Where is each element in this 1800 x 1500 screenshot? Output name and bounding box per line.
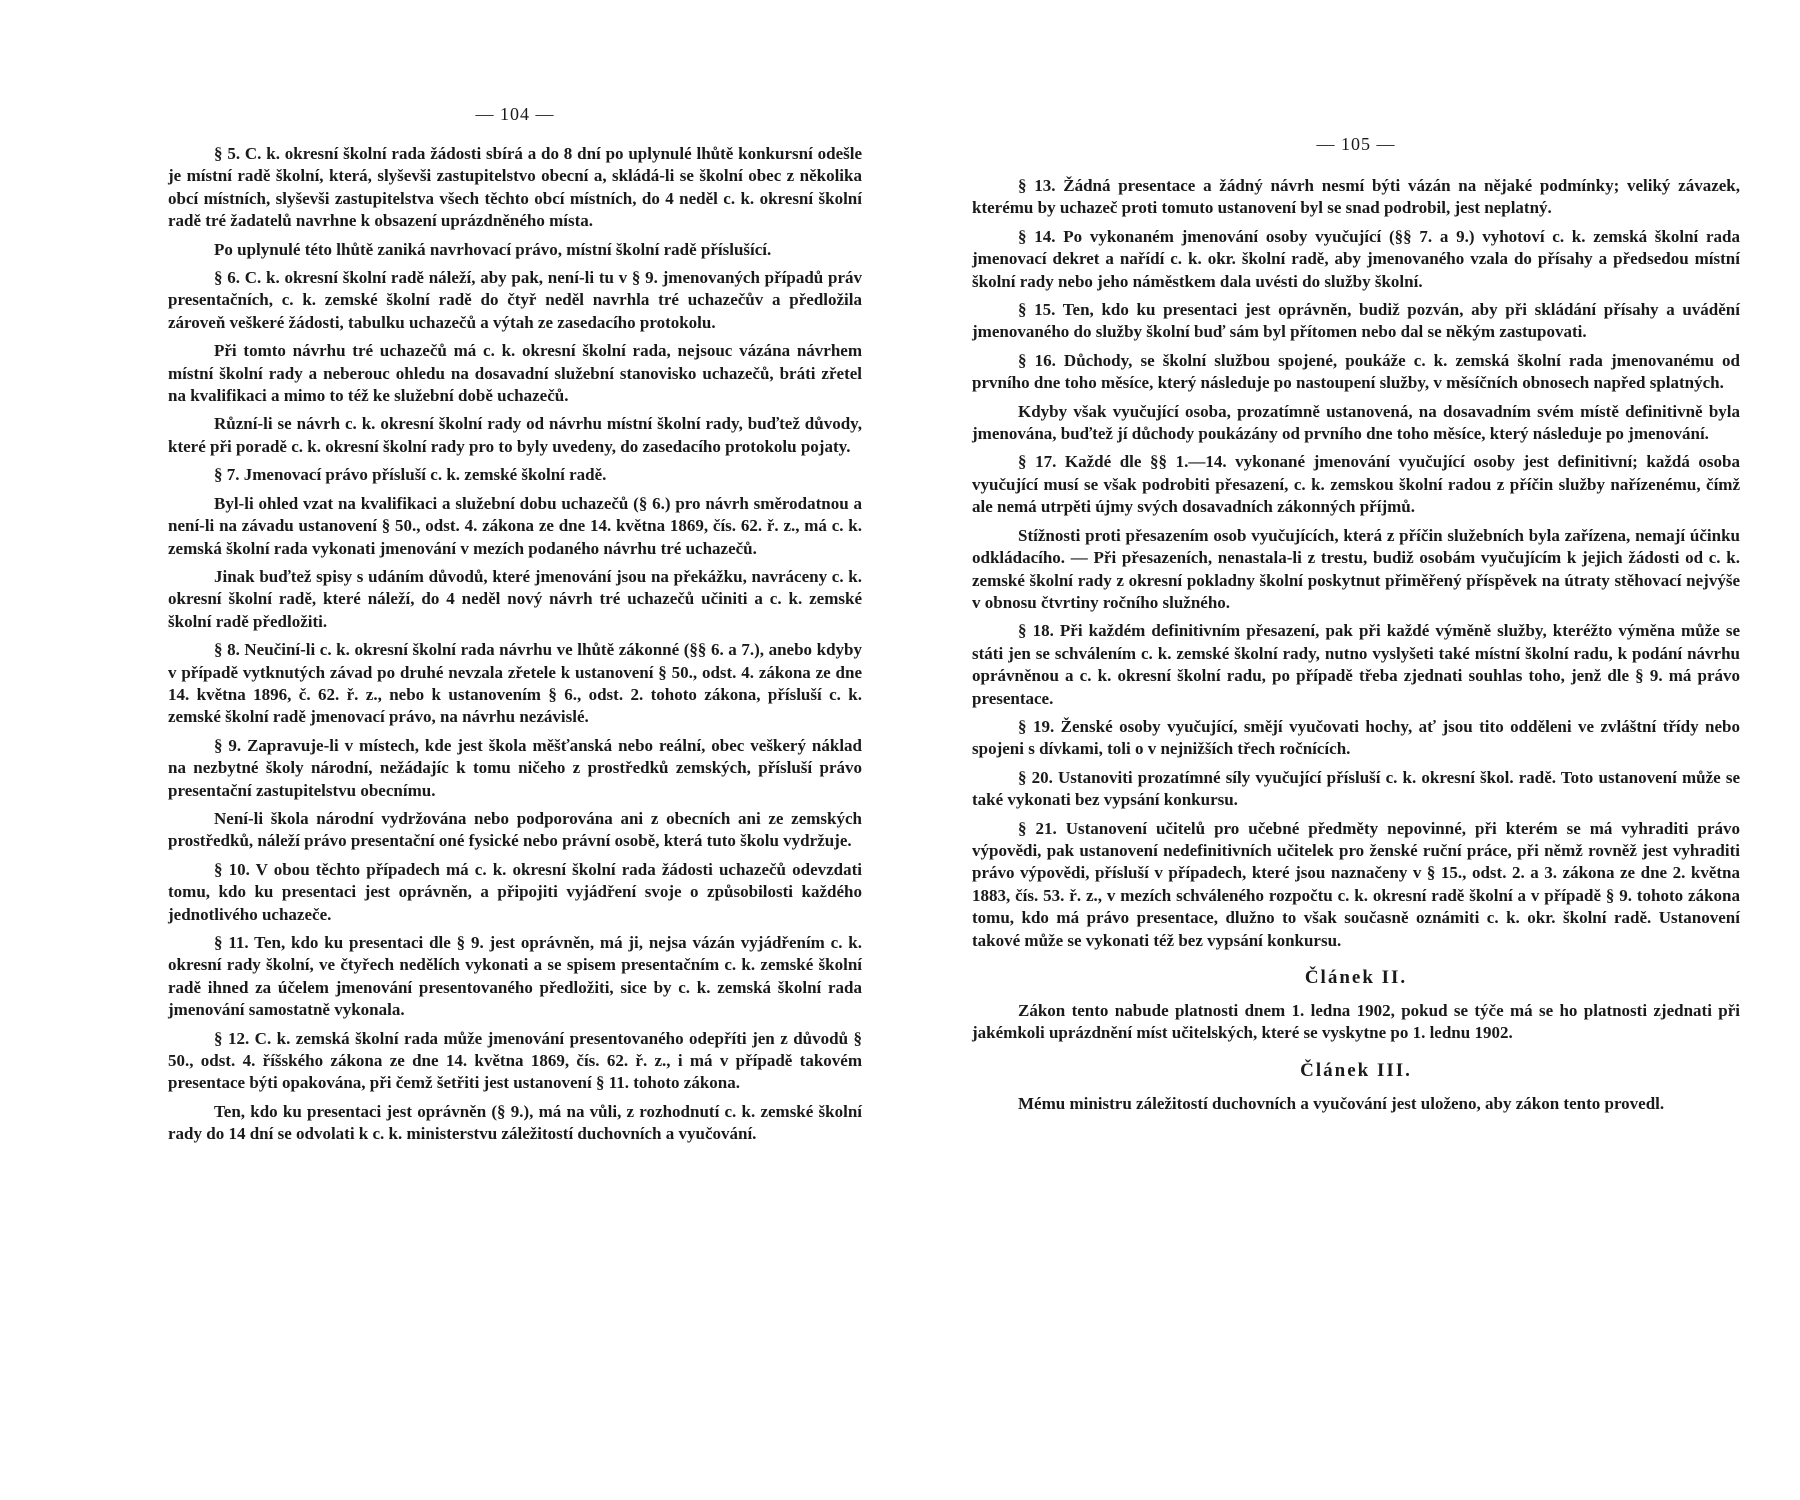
paragraph: § 15. Ten, kdo ku presentaci jest oprávněn, budiž pozván, aby při skládání přísahy a uvádění jmenovaného do služby školní buď sám byl přítomen nebo dal se někým zastupovati. bbox=[972, 300, 1740, 342]
paragraph: § 6. C. k. okresní školní radě náleží, aby pak, není-li tu v § 9. jmenovaných případů práv presentačních, c. k. zemské školní radě do čtyř neděl navrhla tré uchazečův a předložila zároveň veškeré žádosti, tabulku uchazečů a výtah ze zasedacího protokolu. bbox=[168, 268, 862, 332]
section-heading: Článek III. bbox=[1300, 1059, 1412, 1081]
paragraph: § 5. C. k. okresní školní rada žádosti sbírá a do 8 dní po uplynulé lhůtě konkursní odešle je místní radě školní, která, slyševši zastupitelstvo obecní a, skládá-li se školní obec z několika obcí místních, slyševši zastupitelstva všech těchto obcí místních, do 4 neděl c. k. okresní školní radě tré žadatelů navrhne k obsazení uprázdněného místa. bbox=[168, 144, 862, 231]
paragraph: Ten, kdo ku presentaci jest oprávněn (§ 9.), má na vůli, z rozhodnutí c. k. zemské školní rady do 14 dní se odvolati k c. k. ministerstvu záležitostí duchovních a vyučování. bbox=[168, 1101, 862, 1144]
paragraph: § 11. Ten, kdo ku presentaci dle § 9. jest oprávněn, má ji, nejsa vázán vyjádřením c. k. okresní rady školní, ve čtyřech nedělích vykonati a se spisem presentačním c. k. zemské školní radě ihned za účelem jmenování presentovaného předložiti, sice by c. k. zemská školní rada jmenování samostatně vykonala. bbox=[168, 933, 862, 1020]
paragraph: Stížnosti proti přesazením osob vyučujících, která z příčin služebních byla zařízena, nemají účinku odkládacího. — Při přesazeních, nenastala-li z trestu, budiž osobám vyučujícím k jejich žádosti od c. k. zemské školní rady z okresní pokladny školní poskytnut přiměřený příspěvek na útraty stěhovací nejvýše v obnosu čtvrtiny ročního služného. bbox=[972, 525, 1740, 612]
page-number: — 104 — bbox=[475, 104, 555, 124]
right-page bbox=[972, 0, 1740, 1121]
paragraph: Není-li škola národní vydržována nebo podporována ani z obecních ani ze zemských prostředků, náleží právo presentační oné fysické nebo právní osobě, která tuto školu vydržuje. bbox=[168, 808, 862, 851]
paragraph: Po uplynulé této lhůtě zaniká navrhovací právo, místní školní radě příslušící. bbox=[214, 239, 772, 259]
paragraph: § 19. Ženské osoby vyučující, smějí vyučovati hochy, ať jsou tito odděleni ve zvláštní třídy nebo spojeni s dívkami, toli o v nejnižších třech ročnících. bbox=[972, 716, 1740, 759]
paragraph: § 7. Jmenovací právo přísluší c. k. zemské školní radě. bbox=[214, 465, 607, 485]
paragraph: § 9. Zapravuje-li v místech, kde jest škola měšťanská nebo reální, obec veškerý náklad na nezbytné školy národní, nežádajíc k tomu ničeho z prostředků zemských, přísluší právo presentační zastupitelstvu obecnímu. bbox=[168, 735, 862, 800]
paragraph: § 10. V obou těchto případech má c. k. okresní školní rada žádosti uchazečů odevzdati tomu, kdo ku presentaci jest oprávněn, a připojiti vyjádření svoje o způsobilosti každého jednotlivého uchazeče. bbox=[168, 859, 862, 924]
paragraph: Kdyby však vyučující osoba, prozatímně ustanovená, na dosavadním svém místě definitivně byla jmenována, buďtež jí důchody poukázány od prvního dne toho měsíce, který následuje po jmenování. bbox=[972, 401, 1740, 444]
paragraph: § 20. Ustanoviti prozatímné síly vyučující přísluší c. k. okresní škol. radě. Toto ustanovení může se také vykonati bez vypsání konkursu. bbox=[972, 767, 1740, 810]
paragraph: § 16. Důchody, se školní službou spojené, poukáže c. k. zemská školní rada jmenovanému od prvního dne toho měsíce, který následuje po nastoupení služby, v měsíčních obnosech napřed splatných. bbox=[972, 350, 1740, 393]
paragraph: § 13. Žádná presentace a žádný návrh nesmí býti vázán na nějaké podmínky; veliký závazek, kterému by uchazeč proti tomuto ustanovení byl se snad podrobil, jest neplatný. bbox=[972, 176, 1740, 218]
left-page bbox=[168, 0, 862, 1152]
paragraph: Při tomto návrhu tré uchazečů má c. k. okresní školní rada, nejsouc vázána návrhem místní školní rady a neberouc ohledu na dosavadní služební stanovisko uchazečů, bráti zřetel na kvalifikaci a mimo to též ke služební době uchazečů. bbox=[168, 341, 862, 406]
paragraph: § 21. Ustanovení učitelů pro učebné předměty nepovinné, při kterém se má vyhraditi právo výpovědi, pak ustanovení nedefinitivních učitelek pro ženské ruční práce, při němž rovněž jest vyhraditi právo výpovědi, přísluší v případech, které jsou naznačeny v § 15., odst. 2. a 3. zákona ze dne 2. května 1883, čís. 53. ř. z., v mezích schváleného rozpočtu c. k. okresní radě školní a v případě § 9. tohoto zákona tomu, kdo má právo presentace, dlužno to však současně oznámiti c. k. okr. školní radě. Ustanovení takové může se vykonati též bez vypsání konkursu. bbox=[972, 818, 1740, 950]
paragraph: § 8. Neučiní-li c. k. okresní školní rada návrhu ve lhůtě zákonné (§§ 6. a 7.), anebo kdyby v případě vytknutých závad po druhé nevzala zřetele k ustanovení § 50., odst. 4. zákona ze dne 14. května 1896, č. 62. ř. z., nebo k ustanovením § 6., odst. 2. tohoto zákona, přísluší c. k. zemské školní radě jmenovací právo, na návrhu nezávislé. bbox=[168, 640, 862, 727]
paragraph: § 14. Po vykonaném jmenování osoby vyučující (§§ 7. a 9.) vyhotoví c. k. zemská školní rada jmenovací dekret a nařídí c. k. okr. školní radě, aby jmenovaného vzala do přísahy a předsedou místní školní rady nebo jeho náměstkem dala uvésti do služby školní. bbox=[972, 226, 1740, 291]
paragraph: Byl-li ohled vzat na kvalifikaci a služební dobu uchazečů (§ 6.) pro návrh směrodatnou a není-li na závadu ustanovení § 50., odst. 4. zákona ze dne 14. května 1869, čís. 62. ř. z., má c. k. zemská školní rada vykonati jmenování v mezích podaného návrhu tré uchazečů. bbox=[168, 493, 862, 558]
paragraph: § 17. Každé dle §§ 1.—14. vykonané jmenování vyučující osoby jest definitivní; každá osoba vyučující musí se však podrobiti přesazení, c. k. zemskou školní radou z příčin služby nařízenému, čímž ale nemá utrpěti újmy svých dosavadních zákonných příjmů. bbox=[972, 452, 1740, 517]
paragraph: Mému ministru záležitostí duchovních a vyučování jest uloženo, aby zákon tento provedl. bbox=[1018, 1093, 1665, 1113]
paragraph: Jinak buďtež spisy s udáním důvodů, které jmenování jsou na překážku, navráceny c. k. okresní školní radě, které náleží, do 4 neděl nový návrh tré uchazečů učiniti a c. k. zemské školní radě předložiti. bbox=[168, 566, 862, 631]
section-heading: Článek II. bbox=[1304, 967, 1408, 988]
paragraph: § 18. Při každém definitivním přesazení, pak při každé výměně služby, kteréžto výměna může se státi jen se schválením c. k. zemské školní rady, nutno vyslyšeti také místní školní radu, k podání návrhu oprávněnou a c. k. okresní školní radu, po případě třeba zjednati souhlas toho, jenž dle § 9. má právo presentace. bbox=[972, 621, 1740, 708]
paragraph: § 12. C. k. zemská školní rada může jmenování presentovaného odepříti jen z důvodů § 50., odst. 4. říšského zákona ze dne 14. května 1869, čís. 62. ř. z., i má v případě takovém presentace býti opakována, při čemž šetřiti jest ustanovení § 11. tohoto zákona. bbox=[168, 1028, 862, 1093]
paragraph: Zákon tento nabude platnosti dnem 1. ledna 1902, pokud se týče má se ho platnosti zjednati při jakémkoli uprázdnění míst učitelských, které se vyskytne po 1. lednu 1902. bbox=[972, 1001, 1740, 1043]
page-number: — 105 — bbox=[1316, 134, 1396, 154]
paragraph: Různí-li se návrh c. k. okresní školní rady od návrhu místní školní rady, buďtež důvody, které při poradě c. k. okresní školní rady pro to byly uvedeny, do zasedacího protokolu pojaty. bbox=[168, 414, 862, 456]
